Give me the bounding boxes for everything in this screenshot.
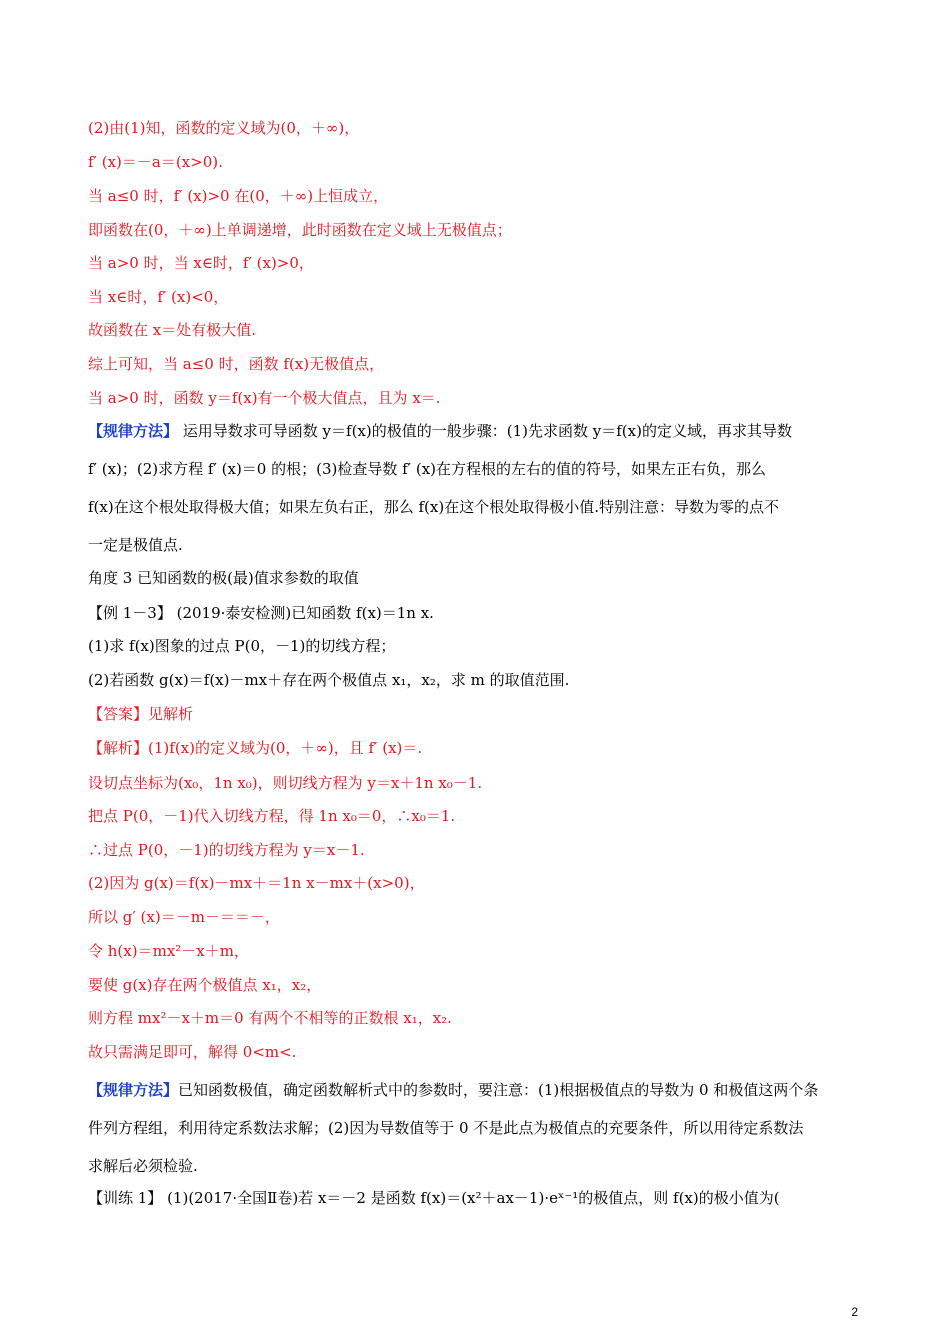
text-line — [88, 459, 866, 479]
text-segment: 【解析】 — [88, 739, 149, 757]
text-segment: 要使 g(x)存在两个极值点 x₁，x₂， — [88, 976, 322, 994]
text-line — [88, 873, 866, 893]
text-line — [88, 670, 866, 690]
text-segment: 所以 g′ (x)＝－m－＝＝－， — [88, 908, 280, 926]
text-segment: 一定是极值点. — [88, 536, 183, 554]
text-segment: 故只需满足即可，解得 0<m<. — [88, 1043, 297, 1061]
text-segment: 当 a>0 时，当 x∈时，f′ (x)>0， — [88, 254, 314, 272]
text-line — [88, 220, 866, 240]
text-line — [88, 773, 866, 793]
text-segment: 求解后必须检验. — [88, 1157, 198, 1175]
text-segment: 【规律方法】 — [88, 422, 179, 440]
page-number: 2 — [851, 1305, 858, 1319]
text-line — [88, 118, 866, 138]
text-segment: 【训练 1】 (1)(2017·全国Ⅱ卷)若 x＝－2 是函数 f(x)＝(x²＋ax－1)·eˣ⁻¹的极值点，则 f(x)的极小值为( — [88, 1189, 780, 1207]
text-line — [88, 603, 866, 623]
text-line — [88, 636, 866, 656]
text-line — [88, 568, 866, 588]
text-line — [88, 1080, 866, 1100]
text-segment: 当 x∈时，f′ (x)<0， — [88, 288, 229, 306]
text-segment: (2)由(1)知，函数的定义域为(0，＋∞)， — [88, 119, 360, 137]
text-line — [88, 186, 866, 206]
text-segment: 把点 P(0，－1)代入切线方程，得 1n x₀＝0，∴x₀＝1. — [88, 807, 456, 825]
text-line — [88, 388, 866, 408]
text-segment: f(x)在这个根处取得极大值；如果左负右正，那么 f(x)在这个根处取得极小值.特别注意：导数为零的点不 — [88, 498, 779, 516]
text-segment: 则方程 mx²－x＋m＝0 有两个不相等的正数根 x₁，x₂. — [88, 1009, 452, 1027]
text-line — [88, 840, 866, 860]
text-segment: (2)若函数 g(x)＝f(x)－mx＋存在两个极值点 x₁，x₂，求 m 的取值范围. — [88, 671, 570, 689]
text-segment: ∴过点 P(0，－1)的切线方程为 y＝x－1. — [88, 841, 365, 859]
text-segment: 当 a>0 时，函数 y＝f(x)有一个极大值点，且为 x＝. — [88, 389, 441, 407]
text-line — [88, 806, 866, 826]
text-line — [88, 1042, 866, 1062]
text-segment: f′ (x)；(2)求方程 f′ (x)＝0 的根；(3)检查导数 f′ (x)在方程根的左右的值的符号，如果左正右负，那么 — [88, 460, 767, 478]
text-segment: 故函数在 x＝处有极大值. — [88, 321, 256, 339]
text-line — [88, 941, 866, 961]
text-line — [88, 354, 866, 374]
text-line — [88, 704, 866, 724]
text-line — [88, 738, 866, 758]
text-segment: 当 a≤0 时，f′ (x)>0 在(0，＋∞)上恒成立， — [88, 187, 389, 205]
text-segment: 【规律方法】 — [88, 1081, 179, 1099]
text-line — [88, 975, 866, 995]
text-segment: 角度 3 已知函数的极(最)值求参数的取值 — [88, 569, 359, 587]
text-segment: 见解析 — [148, 705, 194, 723]
text-line — [88, 1188, 866, 1208]
text-segment: 【例 1－3】 (2019·泰安检测)已知函数 f(x)＝1n x. — [88, 604, 434, 622]
text-segment: (1)f(x)的定义域为(0，＋∞)，且 f′ (x)＝. — [148, 739, 423, 757]
text-line — [88, 497, 866, 517]
text-segment: 令 h(x)＝mx²－x＋m， — [88, 942, 249, 960]
text-segment: 即函数在(0，＋∞)上单调递增，此时函数在定义域上无极值点； — [88, 221, 512, 239]
text-line — [88, 421, 866, 441]
text-segment: (1)求 f(x)图象的过点 P(0，－1)的切线方程； — [88, 637, 396, 655]
text-segment: 设切点坐标为(x₀，1n x₀)，则切线方程为 y＝x＋1n x₀－1. — [88, 774, 483, 792]
text-line — [88, 1118, 866, 1138]
text-line — [88, 535, 866, 555]
text-line — [88, 1008, 866, 1028]
text-segment: 综上可知，当 a≤0 时，函数 f(x)无极值点， — [88, 355, 385, 373]
text-line — [88, 253, 866, 273]
text-line — [88, 287, 866, 307]
text-line — [88, 152, 866, 172]
text-segment: (2)因为 g(x)＝f(x)－mx＋＝1n x－mx＋(x>0)， — [88, 874, 425, 892]
text-segment: 件列方程组，利用待定系数法求解；(2)因为导数值等于 0 不是此点为极值点的充要条件，所以用待定系数法 — [88, 1119, 804, 1137]
text-segment: 已知函数极值，确定函数解析式中的参数时，要注意：(1)根据极值点的导数为 0 和极值这两个条 — [178, 1081, 819, 1099]
text-line — [88, 1156, 866, 1176]
text-segment: 【答案】 — [88, 705, 149, 723]
text-segment: f′ (x)＝－a＝(x>0). — [88, 153, 223, 171]
text-segment: 运用导数求可导函数 y＝f(x)的极值的一般步骤：(1)先求函数 y＝f(x)的定义域，再求其导数 — [178, 422, 792, 440]
text-line — [88, 320, 866, 340]
text-line — [88, 907, 866, 927]
